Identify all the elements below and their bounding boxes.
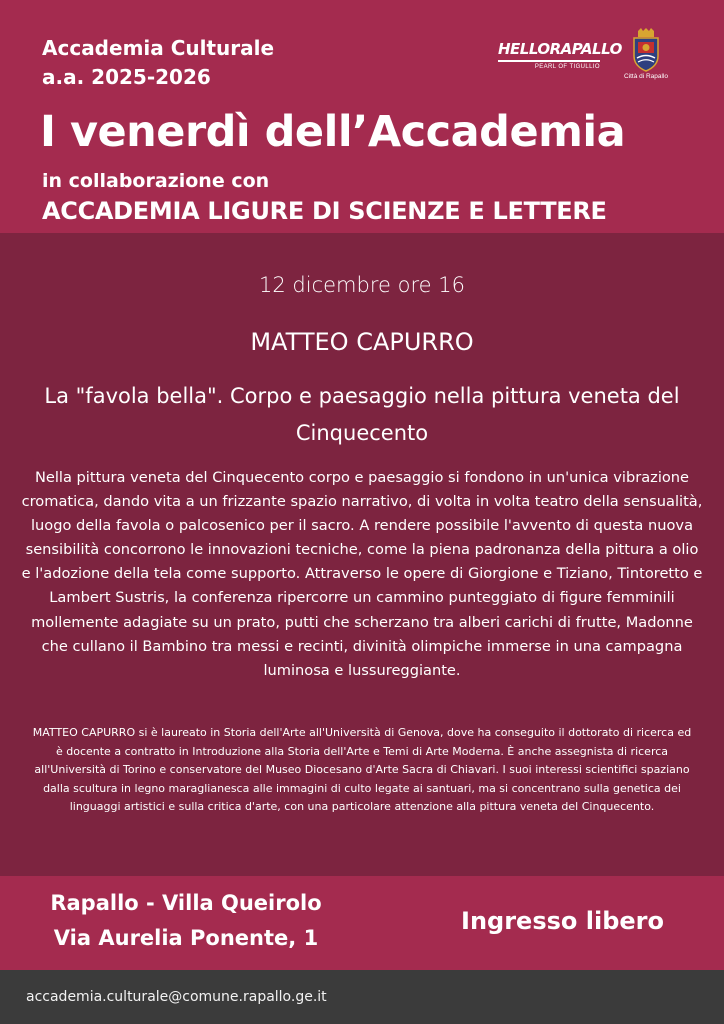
venue-name: Rapallo - Villa Queirolo [50,891,322,915]
organizer-name: Accademia Culturale [42,36,275,60]
hello-rapallo-tagline: PEARL OF TIGULLIO [534,64,600,70]
crest-icon [631,28,661,72]
partner-name: ACCADEMIA LIGURE DI SCIENZE E LETTERE [42,197,607,225]
venue [26,886,346,956]
venue-address: Via Aurelia Ponente, 1 [53,926,319,950]
speaker-bio: MATTEO CAPURRO si è laureato in Storia dell'Arte all'Università di Genova, dove ha conseguito il dottorato di ricerca ed è docente a contratto in Introduzione alla Storia dell'Arte e Temi di Arte Moderna. È anche assegnista di ricerca all'Università di Torino e conservatore del Museo Diocesano d'Arte Sacra di Chiavari. I suoi interessi scientifici spaziano dalla scultura in legno maraglianesca alle immagini di culto legate ai santuari, ma si concentrano sulla genetica dei linguaggi artistici e sulla critica d'arte, con una particolare attenzione alla pittura veneta del Cinquecento. [32,726,692,814]
entry-info: Ingresso libero [461,907,664,935]
collaboration-label: in collaborazione con [42,170,270,192]
city-crest-logo [623,28,669,84]
hello-rapallo-wordmark: HELLORAPALLO [498,39,600,62]
contact-email[interactable]: accademia.culturale@comune.rapallo.ge.it [26,989,327,1005]
crest-label: Città di Rapallo [623,73,669,80]
speaker-name: MATTEO CAPURRO [250,328,474,356]
talk-abstract: Nella pittura veneta del Cinquecento corpo e paesaggio si fondono in un'unica vibrazione cromatica, dando vita a un frizzante spazio narrativo, di volta in volta teatro della sensualità, luogo della favola o palcosenico per il sacro. A rendere possibile l'avvento di questa nuova sensibilità concorrono le innovazioni tecniche, come la piena padronanza della pittura a olio e l'adozione della tela come supporto. Attraverso le opere di Giorgione e Tiziano, Tintoretto e Lambert Sustris, la conferenza ripercorre un cammino punteggiato di figure femminili mollemente adagiate su un prato, putti che scherzano tra alberi carichi di frutte, Madonne che cullano il Bambino tra messi e recinti, divinità olimpiche immerse in una campagna luminosa e lussureggiante. [21,469,703,679]
page-title: I venerdì dell’Accademia [40,107,626,157]
talk-title: La "favola bella". Corpo e paesaggio nella pittura veneta del Cinquecento [44,384,680,445]
academic-year: a.a. 2025-2026 [42,65,211,89]
event-date: 12 dicembre ore 16 [259,273,465,297]
hello-rapallo-logo [498,39,622,75]
organizer [42,34,274,92]
